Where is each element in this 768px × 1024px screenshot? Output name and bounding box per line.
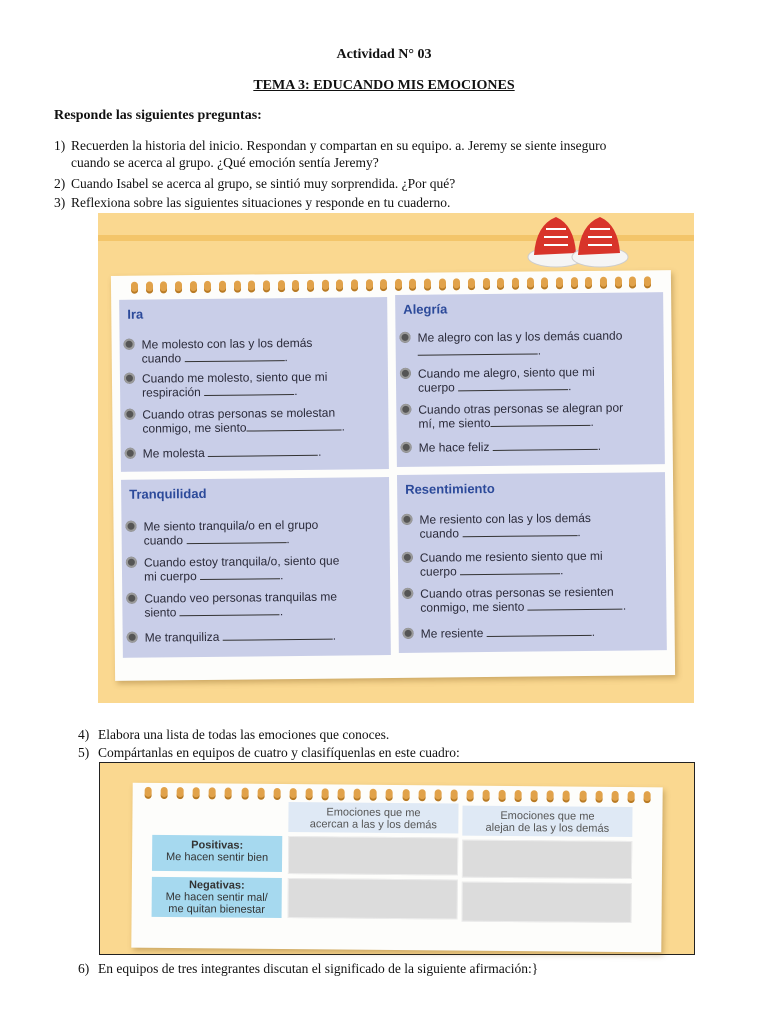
classification-figure bbox=[99, 762, 695, 955]
instructions-heading: Responde las siguientes preguntas: bbox=[54, 108, 262, 123]
list-item: Me molesta . bbox=[143, 444, 381, 460]
activity-title: Actividad N° 03 bbox=[336, 47, 432, 62]
sneakers-illustration bbox=[516, 207, 636, 271]
panel-tranquilidad bbox=[121, 477, 391, 658]
list-item: Me siento tranquila/o en el grupo cuando . bbox=[143, 517, 381, 547]
classification-card bbox=[131, 783, 662, 953]
panel-resentimiento bbox=[397, 472, 667, 653]
panel-title: Tranquilidad bbox=[129, 485, 207, 502]
question-2: 2) Cuando Isabel se acerca al grupo, se sintió muy sorprendida. ¿Por qué? bbox=[54, 176, 456, 191]
list-item: Cuando estoy tranquila/o, siento que mi cuerpo . bbox=[144, 553, 382, 583]
list-item: Cuando me molesto, siento que mi respiración . bbox=[142, 369, 380, 399]
question-4: 4) Elabora una lista de todas las emociones que conoces. bbox=[78, 727, 390, 742]
panel-ira bbox=[119, 297, 389, 472]
list-item: Cuando veo personas tranquilas me siento . bbox=[144, 589, 382, 619]
topic-title: TEMA 3: EDUCANDO MIS EMOCIONES bbox=[253, 78, 515, 93]
cell-negativas-alejan[interactable] bbox=[462, 882, 632, 923]
list-item: Cuando me alegro, siento que mi cuerpo . bbox=[418, 364, 656, 394]
column-header-alejan: Emociones que me alejan de las y los demás bbox=[462, 806, 632, 837]
row-header-positivas: Positivas: Me hacen sentir bien bbox=[152, 835, 282, 872]
list-item: Cuando otras personas se resienten conmigo, me siento . bbox=[420, 584, 658, 614]
list-item: Me resiento con las y los demás cuando . bbox=[419, 510, 657, 540]
question-3: 3) Reflexiona sobre las siguientes situaciones y responde en tu cuaderno. bbox=[54, 195, 451, 210]
panel-title: Alegría bbox=[403, 301, 448, 317]
panel-title: Ira bbox=[127, 306, 144, 322]
list-item: Cuando me resiento siento que mi cuerpo . bbox=[420, 548, 658, 578]
question-5: 5) Compártanlas en equipos de cuatro y clasifíquenlas en este cuadro: bbox=[78, 745, 460, 760]
binder-rings bbox=[131, 276, 651, 293]
binder-rings bbox=[145, 787, 651, 803]
list-item: Me hace feliz . bbox=[419, 438, 657, 454]
list-item: Cuando otras personas se molestan conmigo, me siento . bbox=[142, 405, 380, 435]
question-1: 1) Recuerden la historia del inicio. Respondan y compartan en su equipo. a. Jeremy se siente inseguro cuando se acerca al grupo. ¿Qué emoción sentía Jeremy? bbox=[54, 138, 607, 170]
emotions-figure bbox=[98, 213, 694, 703]
row-header-negativas: Negativas: Me hacen sentir mal/ me quitan bienestar bbox=[152, 877, 282, 918]
question-6: 6) En equipos de tres integrantes discutan el significado de la siguiente afirmación:} bbox=[78, 961, 539, 976]
list-item: Me molesto con las y los demás cuando . bbox=[142, 335, 380, 365]
list-item: Me alegro con las y los demás cuando . bbox=[417, 328, 655, 358]
emotions-card bbox=[111, 270, 675, 681]
cell-positivas-acercan[interactable] bbox=[288, 836, 458, 875]
panel-alegria bbox=[395, 292, 665, 467]
cell-positivas-alejan[interactable] bbox=[462, 840, 632, 879]
cell-negativas-acercan[interactable] bbox=[288, 878, 458, 919]
list-item: Cuando otras personas se alegran por mí, me siento . bbox=[418, 400, 656, 430]
list-item: Me resiente . bbox=[421, 624, 659, 640]
list-item: Me tranquiliza . bbox=[145, 628, 383, 644]
column-header-acercan: Emociones que me acercan a las y los demás bbox=[288, 802, 458, 833]
panel-title: Resentimiento bbox=[405, 480, 495, 497]
